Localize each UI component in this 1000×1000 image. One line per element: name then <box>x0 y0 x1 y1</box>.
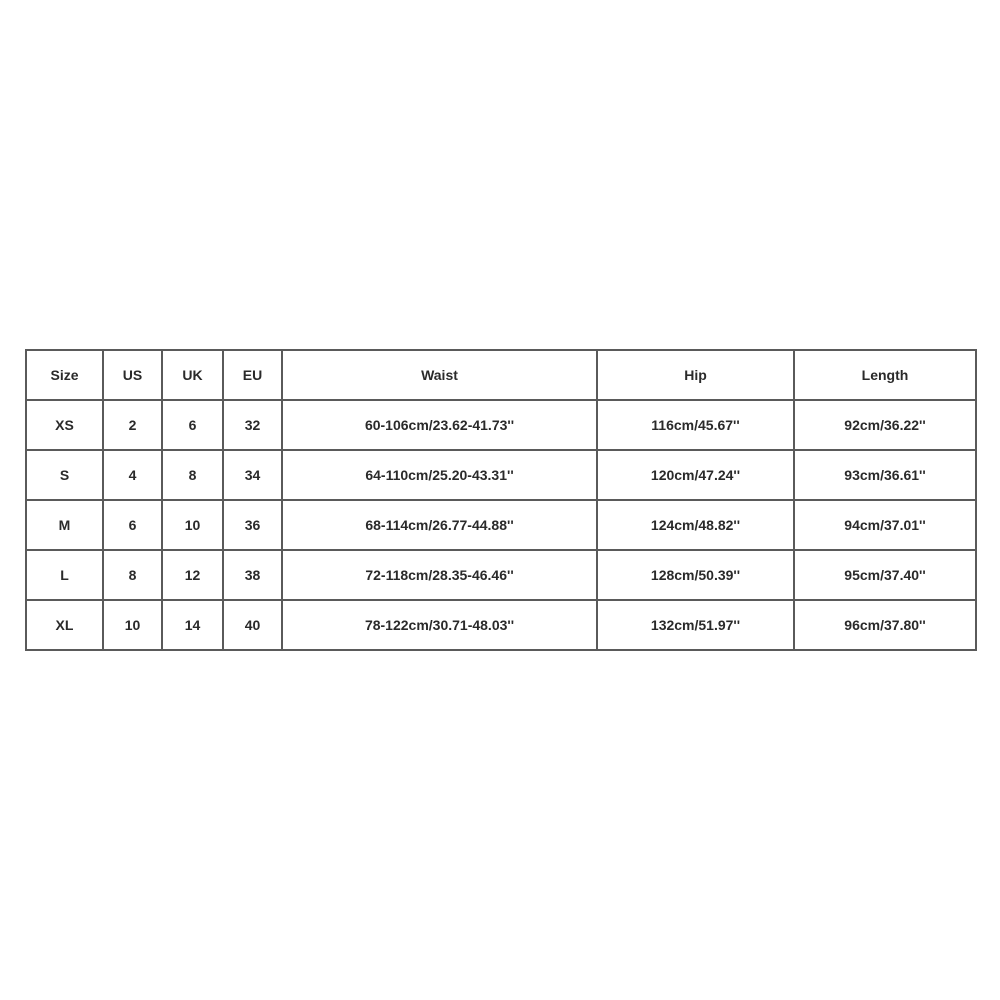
cell-eu: 38 <box>223 550 282 600</box>
cell-hip: 132cm/51.97'' <box>597 600 794 650</box>
cell-hip: 116cm/45.67'' <box>597 400 794 450</box>
header-us: US <box>103 350 162 400</box>
cell-length: 95cm/37.40'' <box>794 550 976 600</box>
size-chart-table <box>25 349 977 651</box>
cell-eu: 40 <box>223 600 282 650</box>
cell-length: 92cm/36.22'' <box>794 400 976 450</box>
cell-us: 4 <box>103 450 162 500</box>
cell-waist: 72-118cm/28.35-46.46'' <box>282 550 597 600</box>
cell-eu: 36 <box>223 500 282 550</box>
cell-waist: 68-114cm/26.77-44.88'' <box>282 500 597 550</box>
header-uk: UK <box>162 350 223 400</box>
cell-hip: 124cm/48.82'' <box>597 500 794 550</box>
cell-uk: 10 <box>162 500 223 550</box>
cell-uk: 12 <box>162 550 223 600</box>
cell-us: 10 <box>103 600 162 650</box>
table-row <box>26 500 976 550</box>
header-row <box>26 350 976 400</box>
cell-size: L <box>26 550 103 600</box>
cell-waist: 64-110cm/25.20-43.31'' <box>282 450 597 500</box>
cell-length: 93cm/36.61'' <box>794 450 976 500</box>
cell-uk: 6 <box>162 400 223 450</box>
table-row <box>26 450 976 500</box>
header-hip: Hip <box>597 350 794 400</box>
cell-eu: 34 <box>223 450 282 500</box>
cell-size: XL <box>26 600 103 650</box>
cell-uk: 14 <box>162 600 223 650</box>
header-length: Length <box>794 350 976 400</box>
table-row <box>26 600 976 650</box>
cell-us: 8 <box>103 550 162 600</box>
header-size: Size <box>26 350 103 400</box>
cell-length: 96cm/37.80'' <box>794 600 976 650</box>
cell-size: M <box>26 500 103 550</box>
cell-hip: 128cm/50.39'' <box>597 550 794 600</box>
header-eu: EU <box>223 350 282 400</box>
cell-eu: 32 <box>223 400 282 450</box>
header-waist: Waist <box>282 350 597 400</box>
cell-waist: 60-106cm/23.62-41.73'' <box>282 400 597 450</box>
cell-us: 6 <box>103 500 162 550</box>
cell-size: XS <box>26 400 103 450</box>
cell-length: 94cm/37.01'' <box>794 500 976 550</box>
table-row <box>26 550 976 600</box>
cell-hip: 120cm/47.24'' <box>597 450 794 500</box>
cell-waist: 78-122cm/30.71-48.03'' <box>282 600 597 650</box>
cell-uk: 8 <box>162 450 223 500</box>
table-row <box>26 400 976 450</box>
cell-size: S <box>26 450 103 500</box>
cell-us: 2 <box>103 400 162 450</box>
